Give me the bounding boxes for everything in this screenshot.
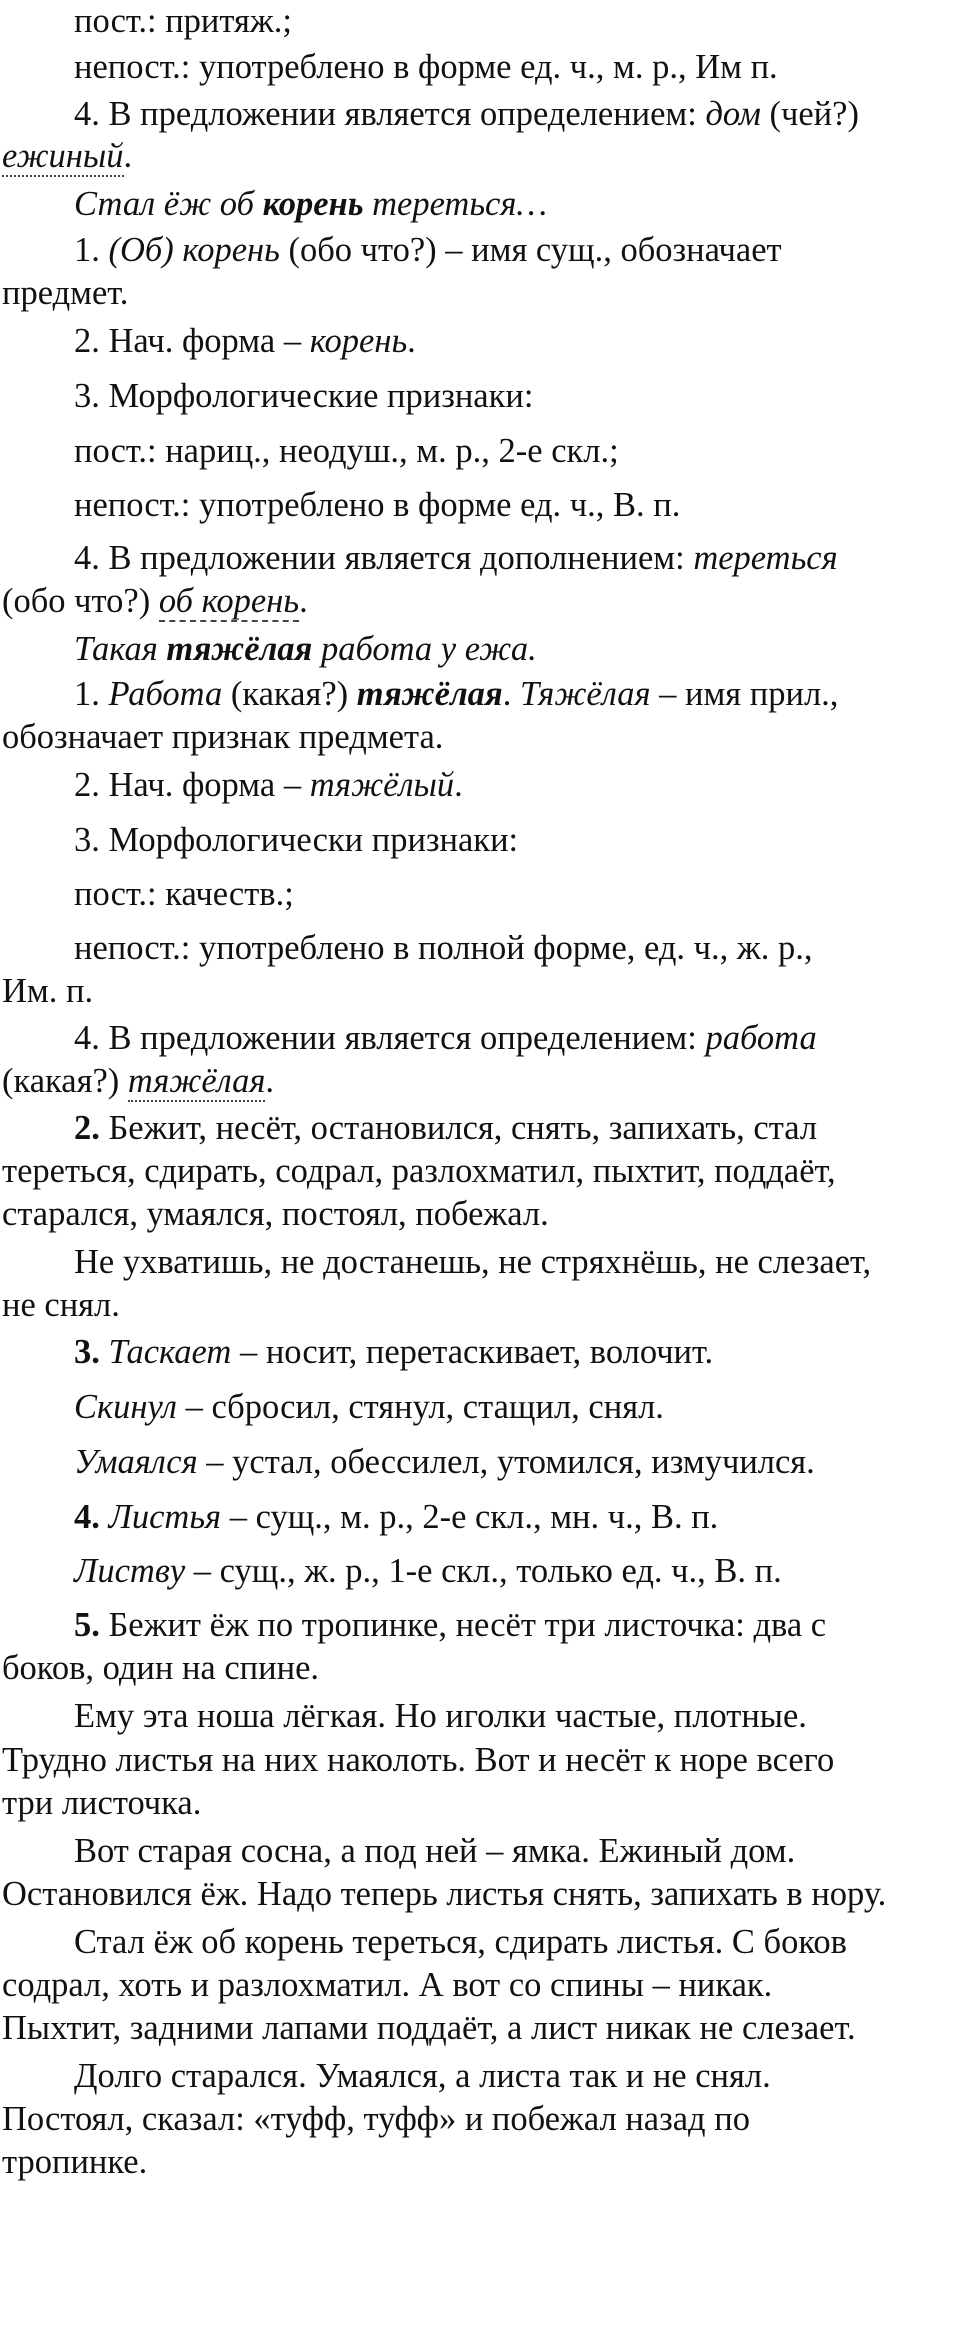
- text-line: 3. Морфологически признаки:: [74, 821, 519, 859]
- task-heading: 3. Таскает – носит, перетаскивает, волочит.: [74, 1333, 714, 1371]
- text-line: Трудно листья на них наколоть. Вот и несёт к норе всего: [2, 1741, 835, 1779]
- text-line: 3. Морфологические признаки:: [74, 377, 534, 415]
- text-line: Листву – сущ., ж. р., 1-е скл., только ед. ч., В. п.: [74, 1552, 782, 1590]
- text-line: Остановился ёж. Надо теперь листья снять, запихать в нору.: [2, 1875, 887, 1913]
- text-line: тереться, сдирать, содрал, разлохматил, пыхтит, поддаёт,: [2, 1152, 836, 1190]
- text-line: предмет.: [2, 274, 129, 312]
- text-line: три листочка.: [2, 1784, 202, 1822]
- text-line: Умаялся – устал, обессилел, утомился, измучился.: [74, 1443, 815, 1481]
- text-line: содрал, хоть и разлохматил. А вот со спины – никак.: [2, 1966, 773, 2004]
- text-line: Вот старая сосна, а под ней – ямка. Ежиный дом.: [74, 1832, 796, 1870]
- text-line: (обо что?) об корень.: [2, 582, 308, 620]
- text-line: непост.: употреблено в полной форме, ед. ч., ж. р.,: [74, 929, 813, 967]
- task-heading: 4. Листья – сущ., м. р., 2-е скл., мн. ч., В. п.: [74, 1498, 719, 1536]
- text-line: (какая?) тяжёлая.: [2, 1062, 275, 1100]
- sentence-heading: Стал ёж об корень тереться…: [74, 185, 548, 223]
- text-line: 2. Нач. форма – тяжёлый.: [74, 766, 463, 804]
- text-line: Долго старался. Умаялся, а листа так и не снял.: [74, 2057, 771, 2095]
- text-line: пост.: нариц., неодуш., м. р., 2-е скл.;: [74, 432, 619, 470]
- text-line: ежиный.: [2, 137, 133, 175]
- task-heading: 2. Бежит, несёт, остановился, снять, запихать, стал: [74, 1109, 818, 1147]
- text-line: не снял.: [2, 1286, 120, 1324]
- text-line: 1. (Об) корень (обо что?) – имя сущ., обозначает: [74, 231, 782, 269]
- text-line: тропинке.: [2, 2143, 148, 2181]
- text-line: пост.: притяж.;: [74, 2, 292, 40]
- text-line: 2. Нач. форма – корень.: [74, 322, 416, 360]
- text-line: Им. п.: [2, 972, 94, 1010]
- text-line: непост.: употреблено в форме ед. ч., В. п.: [74, 486, 681, 524]
- text-line: старался, умаялся, постоял, побежал.: [2, 1195, 549, 1233]
- text-line: 4. В предложении является дополнением: тереться: [74, 539, 838, 577]
- text-line: пост.: качеств.;: [74, 875, 294, 913]
- text-line: 4. В предложении является определением: дом (чей?): [74, 95, 859, 133]
- text-line: Стал ёж об корень тереться, сдирать листья. С боков: [74, 1923, 847, 1961]
- text-line: непост.: употреблено в форме ед. ч., м. р., Им п.: [74, 48, 778, 86]
- text-line: Не ухватишь, не достанешь, не стряхнёшь, не слезает,: [74, 1243, 872, 1281]
- text-line: обозначает признак предмета.: [2, 718, 444, 756]
- text-line: 1. Работа (какая?) тяжёлая. Тяжёлая – имя прил.,: [74, 675, 839, 713]
- task-heading: 5. Бежит ёж по тропинке, несёт три листочка: два с: [74, 1606, 827, 1644]
- sentence-heading: Такая тяжёлая работа у ежа.: [74, 630, 537, 668]
- text-line: Скинул – сбросил, стянул, стащил, снял.: [74, 1388, 664, 1426]
- text-line: Постоял, сказал: «туфф, туфф» и побежал назад по: [2, 2100, 750, 2138]
- text-line: Пыхтит, задними лапами поддаёт, а лист никак не слезает.: [2, 2009, 856, 2047]
- underlined-word: ежиный: [2, 137, 124, 175]
- text-line: 4. В предложении является определением: работа: [74, 1019, 817, 1057]
- text-line: боков, один на спине.: [2, 1649, 320, 1687]
- underlined-word: тяжёлая: [127, 1062, 266, 1100]
- text-line: Ему эта ноша лёгкая. Но иголки частые, плотные.: [74, 1697, 807, 1735]
- underlined-word: об корень: [158, 582, 300, 620]
